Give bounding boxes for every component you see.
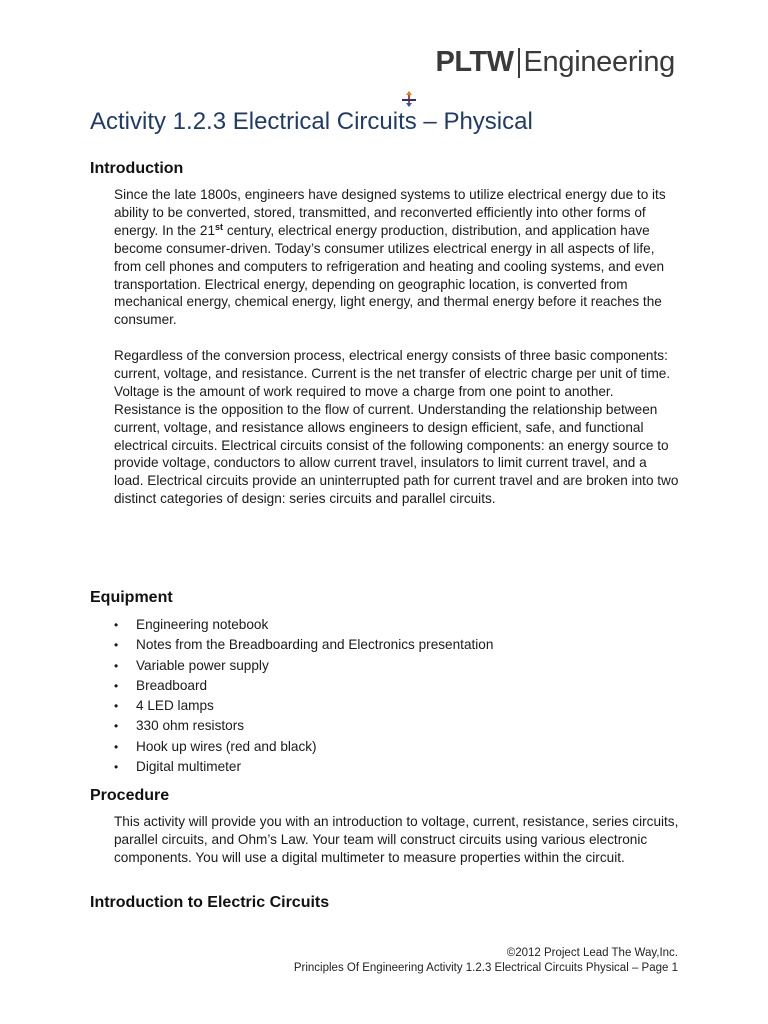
bullet-icon: • (114, 618, 119, 632)
list-item: • Variable power supply (114, 656, 493, 676)
list-item: • 4 LED lamps (114, 696, 493, 716)
page-number-line: Principles Of Engineering Activity 1.2.3 Electrical Circuits Physical – Page 1 (293, 962, 678, 974)
move-cursor-icon (401, 91, 417, 107)
bullet-icon: • (114, 638, 119, 653)
logo-product: Engineering (523, 46, 675, 78)
list-item: • Hook up wires (red and black) (114, 737, 493, 757)
pltw-engineering-logo (436, 46, 676, 79)
ordinal-superscript: st (215, 221, 224, 232)
equipment-list (114, 615, 493, 777)
bullet-icon: • (114, 699, 119, 714)
page-footer (294, 946, 678, 976)
page-title: Activity 1.2.3 Electrical Circuits – Physical (90, 108, 533, 135)
procedure-heading: Procedure (90, 787, 170, 804)
bullet-icon: • (114, 739, 119, 754)
list-item: • Notes from the Breadboarding and Electronics presentation (114, 635, 493, 655)
introduction-paragraph-1 (114, 186, 679, 329)
logo-brand: PLTW (435, 46, 514, 78)
equipment-heading: Equipment (90, 589, 173, 606)
bullet-icon: • (114, 760, 119, 775)
bullet-icon: • (114, 658, 119, 673)
logo-divider (518, 48, 520, 78)
introduction-heading: Introduction (90, 160, 184, 177)
introduction-paragraph-2: Regardless of the conversion process, electrical energy consists of three basic components: current, voltage, and resistance. Current is the net transfer of electric charge per unit of time. Voltage is the amount of work required to move a charge from one point to another. Resistance is the opposition to the flow of current. Understanding the relationship between current, voltage, and resistance allows engineers to design efficient, safe, and functional electrical circuits. Electrical circuits consist of the following components: an energy source to provide voltage, conductors to allow current travel, insulators to limit current travel, and a load. Electrical circuits provide an uninterrupted path for current travel and are broken into two distinct categories of design: series circuits and parallel circuits. (114, 348, 679, 507)
list-item: • Digital multimeter (114, 757, 493, 777)
copyright-text: ©2012 Project Lead The Way,Inc. (506, 947, 678, 959)
introduction-p1-end: century, electrical energy production, distribution, and application have become consumer-driven. Today’s consumer utilizes electrical energy in all aspects of life, from cell phones and computers to refrigeration and heating and cooling systems, and even transportation. Electrical energy, depending on geographic location, is converted from mechanical energy, chemical energy, light energy, and thermal energy before it reaches the consumer. (114, 222, 665, 328)
introduction-p1-start: Since the late 1800s, engineers have designed systems to utilize electrical energy due to its ability to be converted, stored, transmitted, and reconverted efficiently into other forms of energy. In the 21 (114, 187, 666, 238)
bullet-icon: • (114, 719, 119, 734)
list-item: • 330 ohm resistors (114, 716, 493, 736)
procedure-paragraph: This activity will provide you with an introduction to voltage, current, resistance, series circuits, parallel circuits, and Ohm’s Law. Your team will construct circuits using various electronic components. You will use a digital multimeter to measure properties within the circuit. (114, 814, 679, 865)
electric-circuits-subheading: Introduction to Electric Circuits (90, 894, 330, 911)
list-item: • Breadboard (114, 676, 493, 696)
list-item: • Engineering notebook (114, 615, 493, 635)
bullet-icon: • (114, 678, 119, 693)
